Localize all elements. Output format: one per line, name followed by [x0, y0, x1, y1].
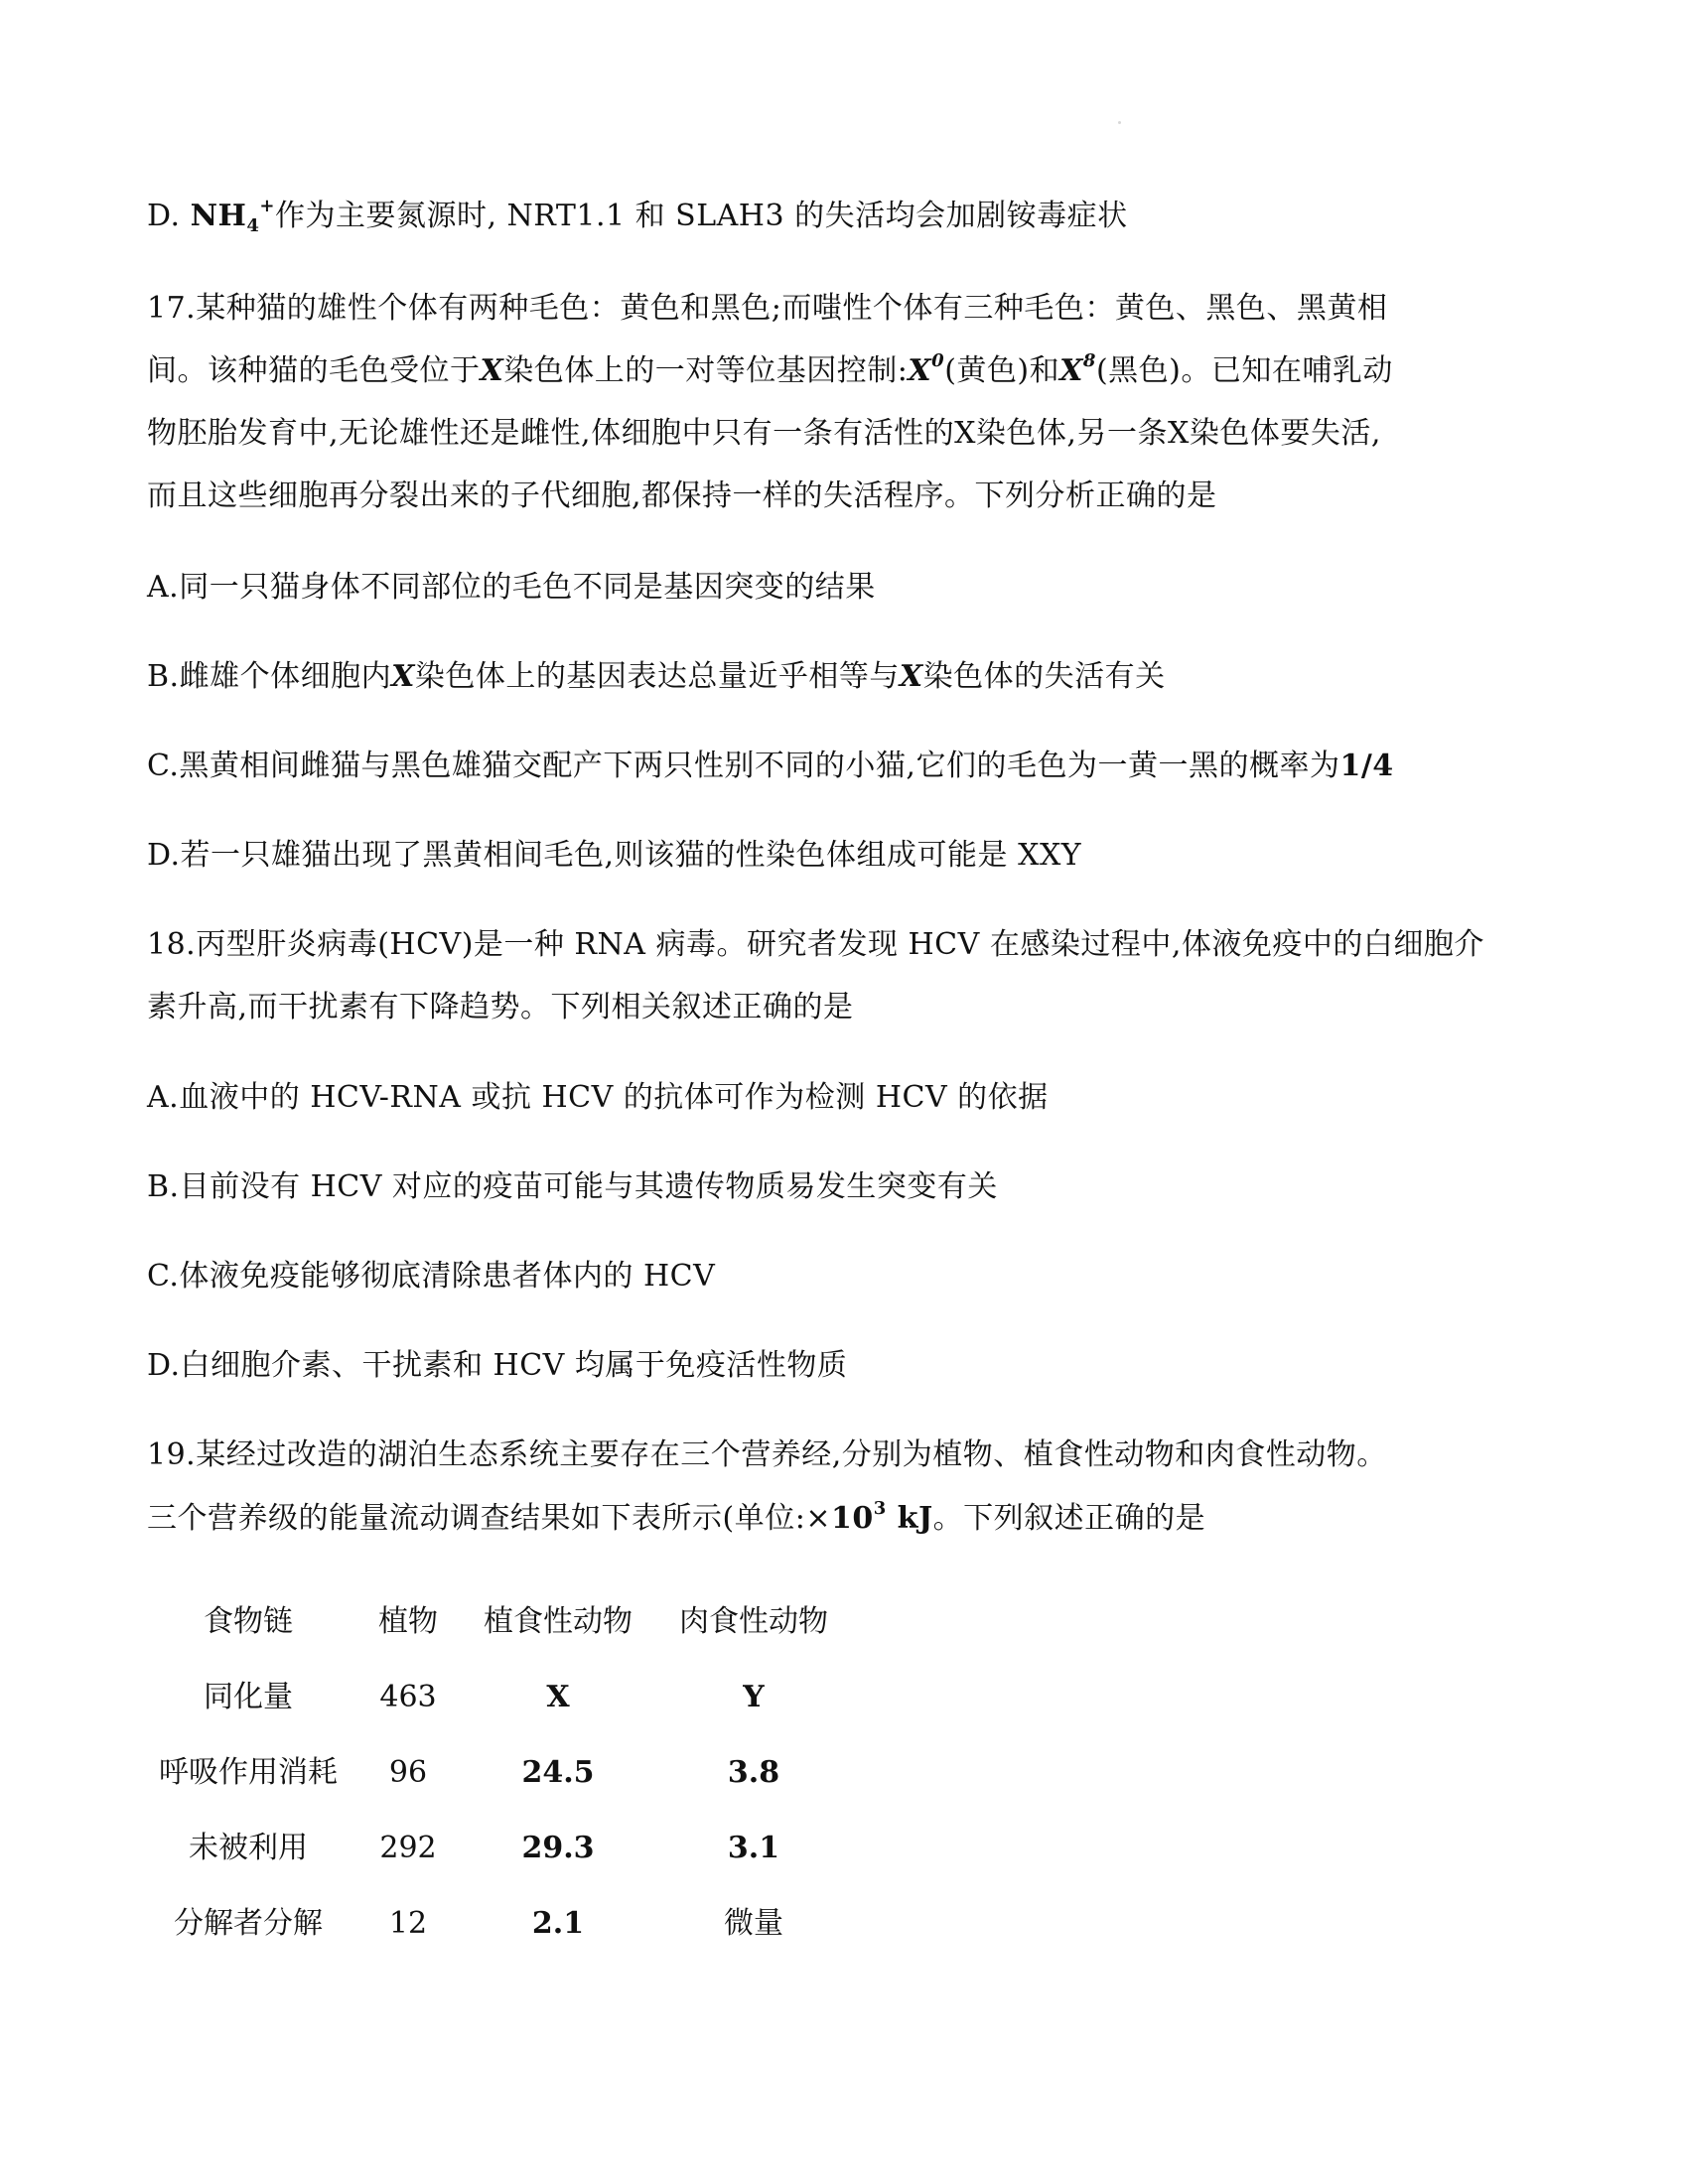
q17-stem-line2-d: (黑色)。已知在哺乳动	[1095, 353, 1393, 388]
scan-speck	[1118, 121, 1121, 124]
q17-stem-line2-c: (黄色)和	[944, 353, 1060, 388]
q18-stem-line2: 素升高,而干扰素有下降趋势。下列相关叙述正确的是	[147, 990, 854, 1024]
table-cell: 463	[379, 1680, 437, 1714]
q17-stem-line4: 而且这些细胞再分裂出来的子代细胞,都保持一样的失活程序。下列分析正确的是	[147, 478, 1217, 513]
q19-stem-line2-a: 三个营养级的能量流动调查结果如下表所示(单位:	[147, 1501, 806, 1536]
q17-option-b-x2: X	[899, 659, 923, 694]
table-header-herbivores: 植食性动物	[484, 1604, 633, 1639]
q18-stem-line1: 18.丙型肝炎病毒(HCV)是一种 RNA 病毒。研究者发现 HCV 在感染过程中,体液免疫中的白细胞介	[147, 927, 1484, 962]
allele-xo-sup: 0	[931, 350, 945, 371]
table-cell: 2.1	[531, 1906, 585, 1941]
table-header-food-chain: 食物链	[204, 1604, 293, 1639]
q17-option-d: D.若一只雄猫出现了黑黄相间毛色,则该猫的性染色体组成可能是 XXY	[147, 838, 1082, 873]
table-cell: 12	[388, 1906, 428, 1941]
q17-stem-line2	[147, 351, 1393, 391]
q17-option-a: A.同一只猫身体不同部位的毛色不同是基因突变的结果	[147, 570, 876, 605]
table-cell: 3.1	[727, 1831, 780, 1865]
q17-stem-line2-b: 染色体上的一对等位基因控制:	[503, 353, 909, 388]
q19-stem-line2	[147, 1499, 1205, 1539]
times-sign: ×	[805, 1501, 831, 1536]
table-row-label: 呼吸作用消耗	[159, 1755, 338, 1790]
q19-stem-line1: 19.某经过改造的湖泊生态系统主要存在三个营养经,分别为植物、植食性动物和肉食性动物。	[147, 1437, 1387, 1472]
q17-option-b-b: 染色体上的基因表达总量近乎相等与	[414, 659, 900, 694]
allele-xb	[1059, 350, 1096, 388]
unit-power-exponent: 3	[873, 1498, 887, 1519]
nh4-subscript: 4	[246, 215, 260, 236]
table-header-carnivores: 肉食性动物	[679, 1604, 828, 1639]
q17-stem-line3: 物胚胎发育中,无论雄性还是雌性,体细胞中只有一条有活性的X染色体,另一条X染色体要失活,	[147, 416, 1381, 451]
table-cell: 29.3	[521, 1831, 595, 1865]
q17-option-b-c: 染色体的失活有关	[922, 659, 1166, 694]
unit-power	[830, 1498, 933, 1536]
q18-option-c: C.体液免疫能够彻底清除患者体内的 HCV	[147, 1259, 716, 1294]
q17-option-c	[147, 747, 1394, 786]
q17-stem-line1: 17.某种猫的雄性个体有两种毛色：黄色和黑色;而嗤性个体有三种毛色：黄色、黑色、黑黄相	[147, 291, 1388, 326]
table-cell: X	[546, 1680, 570, 1714]
table-cell: 24.5	[521, 1755, 595, 1790]
unit-kj: kJ	[886, 1501, 933, 1536]
table-header-plants: 植物	[378, 1604, 438, 1639]
table-cell: 96	[388, 1755, 428, 1790]
allele-xo	[908, 350, 945, 388]
nh4-charge: +	[259, 196, 275, 216]
x-chromosome-symbol: X	[480, 353, 504, 388]
q16-option-d-text: 作为主要氮源时, NRT1.1 和 SLAH3 的失活均会加剧铵毒症状	[274, 199, 1128, 233]
q18-option-b: B.目前没有 HCV 对应的疫苗可能与其遗传物质易发生突变有关	[147, 1169, 998, 1204]
table-cell: 微量	[724, 1906, 783, 1941]
table-row-label: 同化量	[204, 1680, 293, 1714]
q18-option-d: D.白细胞介素、干扰素和 HCV 均属于免疫活性物质	[147, 1348, 848, 1383]
nh4-base: NH	[190, 199, 247, 233]
q16-option-d-prefix: D.	[147, 199, 191, 233]
q16-option-d	[147, 197, 1128, 236]
table-cell: Y	[743, 1680, 765, 1714]
table-cell: 3.8	[727, 1755, 780, 1790]
q18-option-a: A.血液中的 HCV-RNA 或抗 HCV 的抗体可作为检测 HCV 的依据	[147, 1080, 1049, 1115]
q17-option-b-a: B.雌雄个体细胞内	[147, 659, 392, 694]
q17-stem-line2-a: 间。该种猫的毛色受位于	[147, 353, 481, 388]
q17-option-c-a: C.黑黄相间雌猫与黑色雄猫交配产下两只性别不同的小猫,它们的毛色为一黄一黑的概率为	[147, 749, 1340, 783]
q17-option-b	[147, 657, 1166, 697]
unit-power-base: 10	[830, 1501, 874, 1536]
nh4-formula	[190, 196, 275, 236]
table-cell: 292	[379, 1831, 437, 1865]
table-row-label: 未被利用	[189, 1831, 308, 1865]
allele-xb-sup: 8	[1082, 350, 1096, 371]
allele-xo-base: X	[908, 353, 932, 388]
q17-option-c-probability: 1/4	[1339, 749, 1394, 783]
allele-xb-base: X	[1059, 353, 1083, 388]
q17-option-b-x1: X	[391, 659, 415, 694]
table-row-label: 分解者分解	[174, 1906, 323, 1941]
q19-stem-line2-e: 。下列叙述正确的是	[932, 1501, 1206, 1536]
